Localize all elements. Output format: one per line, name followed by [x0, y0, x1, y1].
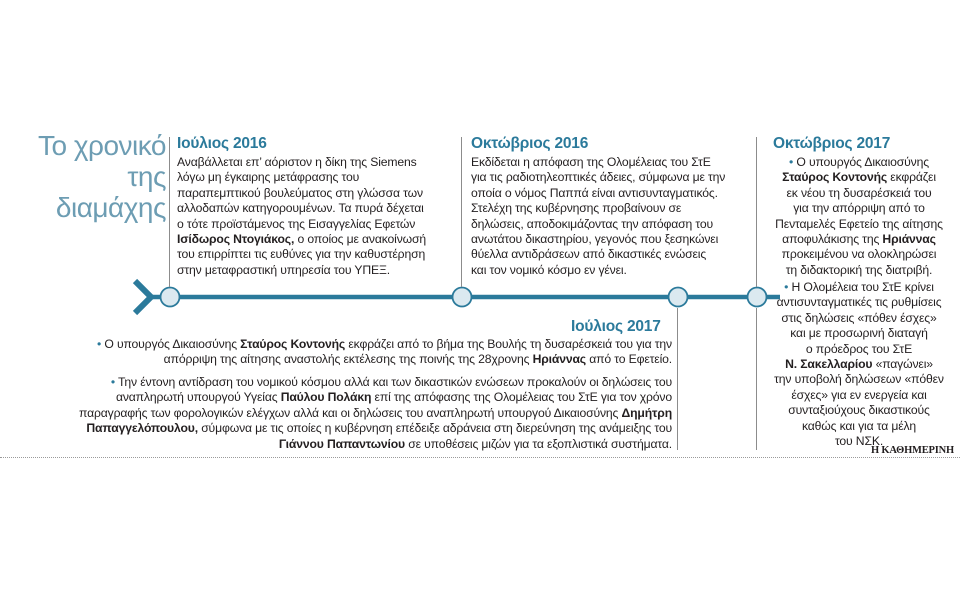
text-run: σύμφωνα με τις οποίες η κυβέρνηση επέδειξε αδράνεια στη διερεύνηση της ανάμειξης του [197, 421, 672, 436]
text-line [764, 419, 954, 434]
event-date-oct-2017: Οκτώβριος 2017 [773, 135, 891, 152]
bullet-icon: • [110, 375, 118, 389]
footer-rule [0, 457, 960, 458]
event-text-jul-2017-item-2 [60, 375, 672, 452]
text-line [177, 232, 457, 247]
text-line [764, 217, 954, 232]
text-line [764, 311, 954, 326]
bullet-icon: • [789, 155, 797, 169]
bold-name: Ισίδωρος Ντογιάκος, [177, 232, 295, 247]
title-line-1: Το χρονικό [37, 130, 166, 161]
connector-oct-2017 [756, 137, 757, 287]
text-run: στις δηλώσεις «πόθεν έσχες» [781, 310, 937, 325]
event-text-oct-2017-item-1 [764, 155, 954, 278]
bold-name: Παπαγγελόπουλου, [86, 421, 198, 436]
text-line [177, 186, 457, 201]
text-run: οποία ο νόμος Παππά είναι αντισυνταγματικός. [471, 185, 718, 200]
text-line [764, 295, 954, 310]
text-line [471, 186, 756, 201]
text-run: Αναβάλλεται επ’ αόριστον η δίκη της Siemens [177, 155, 417, 169]
text-line [764, 201, 954, 216]
text-line [764, 232, 954, 247]
event-date-jul-2016: Ιούλιος 2016 [177, 135, 267, 152]
text-line [60, 421, 672, 436]
timeline-node-jul-2017 [669, 288, 688, 307]
text-line [60, 437, 672, 452]
text-run: ο τότε προϊστάμενος της Εισαγγελίας Εφετών [177, 216, 416, 231]
text-run: προκειμένου να ολοκληρώσει [781, 247, 937, 262]
text-line [471, 263, 756, 278]
text-line [471, 155, 756, 170]
text-run: συνταξιούχους δικαστικούς [788, 403, 930, 418]
bold-name: Σταύρος Κοντονής [782, 170, 888, 185]
text-line [177, 247, 457, 262]
text-run: έσχες» για εν ενεργεία και [791, 387, 927, 402]
connector-oct-2017-lower [756, 308, 757, 450]
text-line [60, 337, 672, 352]
text-line [177, 201, 457, 216]
text-line [177, 170, 457, 185]
bold-name: Ν. Σακελλαρίου [785, 357, 873, 372]
text-run: και με προσωρινή διαταγή [790, 326, 928, 341]
text-run: του ΝΣΚ. [834, 434, 884, 449]
text-line [471, 217, 756, 232]
text-line [764, 280, 954, 295]
bold-name: Ηριάννας [882, 232, 936, 247]
bullet-icon: • [784, 280, 792, 294]
text-line [764, 357, 954, 372]
text-line [471, 247, 756, 262]
text-run: τη διδακτορική της διατριβή. [785, 262, 933, 277]
text-line [471, 232, 756, 247]
event-text-jul-2017-item-1 [60, 337, 672, 368]
text-line [764, 342, 954, 357]
text-run: Ο υπουργός Δικαιοσύνης [104, 337, 241, 351]
text-run: καθώς και για τα μέλη [801, 418, 917, 433]
text-line [764, 372, 954, 387]
text-run: αποφυλάκισης της [782, 232, 883, 247]
text-line [764, 247, 954, 262]
text-run: δηλώσεις, αποδοκιμάζοντας την απόφαση του [471, 216, 714, 231]
text-run: θύελλα αντιδράσεων από δικαστικές ενώσεις [471, 247, 707, 262]
title-line-2: της διαμάχης [55, 161, 166, 223]
bullet-icon: • [97, 337, 105, 351]
text-run: Την έντονη αντίδραση του νομικού κόσμου αλλά και των δικαστικών ενώσεων προκαλούν οι δηλώσεις του [118, 375, 672, 389]
text-run: επί της απόφασης της Ολομέλειας του ΣτΕ για τον χρόνο [371, 390, 672, 405]
text-run: την υποβολή δηλώσεων «πόθεν [774, 372, 944, 387]
text-run: για την απόρριψη από το [793, 201, 925, 216]
text-run: Ο υπουργός Δικαιοσύνης [796, 155, 929, 169]
text-run: από το Εφετείο. [586, 352, 672, 367]
text-run: στην μεταφραστική υπηρεσία του ΥΠΕΞ. [177, 262, 391, 277]
connector-jul-2016 [169, 137, 170, 287]
event-text-oct-2017-item-2 [764, 280, 954, 449]
timeline-node-jul-2016 [161, 288, 180, 307]
text-line [177, 263, 457, 278]
text-run: για τις ραδιοτηλεοπτικές άδειες, σύμφωνα με την [471, 170, 726, 185]
text-run: παραγραφής των φορολογικών ελέγχων αλλά και οι δηλώσεις του αναπληρωτή υπουργού Δικαιοσύνης [78, 405, 622, 420]
timeline-node-oct-2016 [453, 288, 472, 307]
text-run: του επιρρίπτει τις ευθύνες για την καθυστέρηση [177, 247, 426, 262]
text-run: απόρριψη της αίτησης αναστολής εκτέλεσης της ποινής της 28χρονης [163, 352, 533, 367]
text-line [60, 406, 672, 421]
text-run: Η Ολομέλεια του ΣτΕ κρίνει [791, 280, 934, 294]
text-run: ο πρόεδρος του ΣτΕ [805, 341, 913, 356]
text-line [764, 263, 954, 278]
text-line [60, 375, 672, 390]
text-line [60, 352, 672, 367]
bold-name: Γιάννου Παπαντωνίου [278, 436, 405, 451]
bold-name: Δημήτρη [621, 405, 672, 420]
text-run: λόγω μη έγκαιρης μετάφρασης του [177, 170, 360, 185]
timeline-start-arrow-icon [135, 281, 151, 313]
text-line [764, 186, 954, 201]
event-date-jul-2017: Ιούλιος 2017 [571, 318, 661, 335]
text-run: σε υποθέσεις μιζών για τα εξοπλιστικά συστήματα. [404, 436, 672, 451]
text-line [764, 326, 954, 341]
bold-name: Παύλου Πολάκη [280, 390, 372, 405]
text-run: εκφράζει [887, 170, 936, 185]
text-run: εκφράζει από το βήμα της Βουλής τη δυσαρέσκειά του για την [345, 337, 672, 351]
text-run: αλλοδαπών κατηγορουμένων. Τα πυρά δέχεται [177, 201, 424, 216]
bold-name: Ηριάννας [532, 352, 586, 367]
text-run: Πενταμελές Εφετείο της αίτησης [775, 216, 943, 231]
text-run: ο οποίος με ανακοίνωσή [294, 232, 427, 247]
text-run: Εκδίδεται η απόφαση της Ολομέλειας του ΣτΕ [471, 155, 711, 169]
text-line [764, 170, 954, 185]
connector-oct-2016 [461, 137, 462, 287]
event-text-jul-2016 [177, 155, 457, 278]
text-run: ανωτάτου δικαστηρίου, γεγονός που ξεσηκώνει [471, 232, 719, 247]
text-line [60, 390, 672, 405]
text-line [764, 388, 954, 403]
text-run: εκ νέου τη δυσαρέσκειά του [786, 185, 932, 200]
text-line [764, 155, 954, 170]
text-line [764, 403, 954, 418]
text-run: παραπεμπτικού βουλεύματος στη γλώσσα των [177, 185, 423, 200]
publisher-logo: Η ΚΑΘΗΜΕΡΙΝΗ [870, 445, 954, 456]
event-text-oct-2016 [471, 155, 756, 278]
text-run: αντισυνταγματικές τις ρυθμίσεις [776, 295, 942, 310]
connector-jul-2017 [677, 308, 678, 450]
text-line [471, 170, 756, 185]
text-line [177, 217, 457, 232]
text-run: Στελέχη της κυβέρνησης προβαίνουν σε [471, 201, 682, 216]
text-line [177, 155, 457, 170]
text-line [471, 201, 756, 216]
bold-name: Σταύρος Κοντονής [240, 337, 346, 351]
event-date-oct-2016: Οκτώβριος 2016 [471, 135, 589, 152]
text-run: «παγώνει» [872, 357, 933, 372]
text-run: και τον νομικό κόσμο εν γένει. [471, 262, 627, 277]
text-run: αναπληρωτή υπουργού Υγείας [115, 390, 281, 405]
